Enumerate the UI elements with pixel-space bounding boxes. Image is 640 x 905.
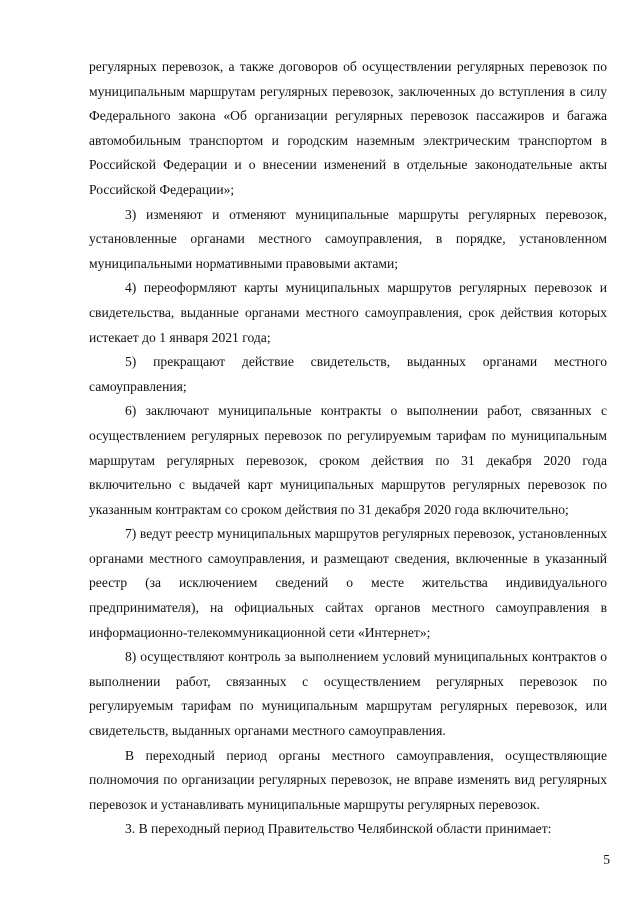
paragraph-item-7: 7) ведут реестр муниципальных маршрутов регулярных перевозок, установленных органами местного самоуправления, и размещают сведения, включенные в указанный реестр (за исключением сведений о месте жительства индивидуального предпринимателя), на официальных сайтах органов местного самоуправления в информационно-телекоммуникационной сети «Интернет»; [89, 526, 607, 640]
page-number: 5 [603, 852, 610, 867]
paragraph-item-3: 3) изменяют и отменяют муниципальные маршруты регулярных перевозок, установленные органами местного самоуправления, в порядке, установленном муниципальными нормативными правовыми актами; [89, 206, 607, 271]
paragraph-item-6: 6) заключают муниципальные контракты о выполнении работ, связанных с осуществлением регулярных перевозок по регулируемым тарифам по муниципальным маршрутам регулярных перевозок, сроком действия по 31 декабря 2020 года включительно с выдачей карт муниципальных маршрутов регулярных перевозок по указанным контрактам со сроком действия по 31 декабря 2020 года включительно; [89, 403, 607, 517]
paragraph-transition-rule: В переходный период органы местного самоуправления, осуществляющие полномочия по организации регулярных перевозок, не вправе изменять вид регулярных перевозок и устанавливать муниципальные маршруты регулярных перевозок. [89, 747, 607, 812]
paragraph-item-5: 5) прекращают действие свидетельств, выданных органами местного самоуправления; [89, 354, 607, 394]
paragraph-continuation: регулярных перевозок, а также договоров об осуществлении регулярных перевозок по муниципальным маршрутам регулярных перевозок, заключенных до вступления в силу Федерального закона «Об организации регулярных перевозок пассажиров и багажа автомобильным транспортом и городским наземным электрическим транспортом в Российской Федерации и о внесении изменений в отдельные законодательные акты Российской Федерации»; [89, 59, 607, 197]
document-body [89, 55, 607, 842]
paragraph-section-3: 3. В переходный период Правительство Челябинской области принимает: [125, 821, 552, 837]
paragraph-item-4: 4) переоформляют карты муниципальных маршрутов регулярных перевозок и свидетельства, выданные органами местного самоуправления, срок действия которых истекает до 1 января 2021 года; [89, 280, 607, 345]
paragraph-item-8: 8) осуществляют контроль за выполнением условий муниципальных контрактов о выполнении работ, связанных с осуществлением регулярных перевозок по регулируемым тарифам по муниципальным маршрутам регулярных перевозок, или свидетельств, выданных органами местного самоуправления. [89, 649, 607, 739]
